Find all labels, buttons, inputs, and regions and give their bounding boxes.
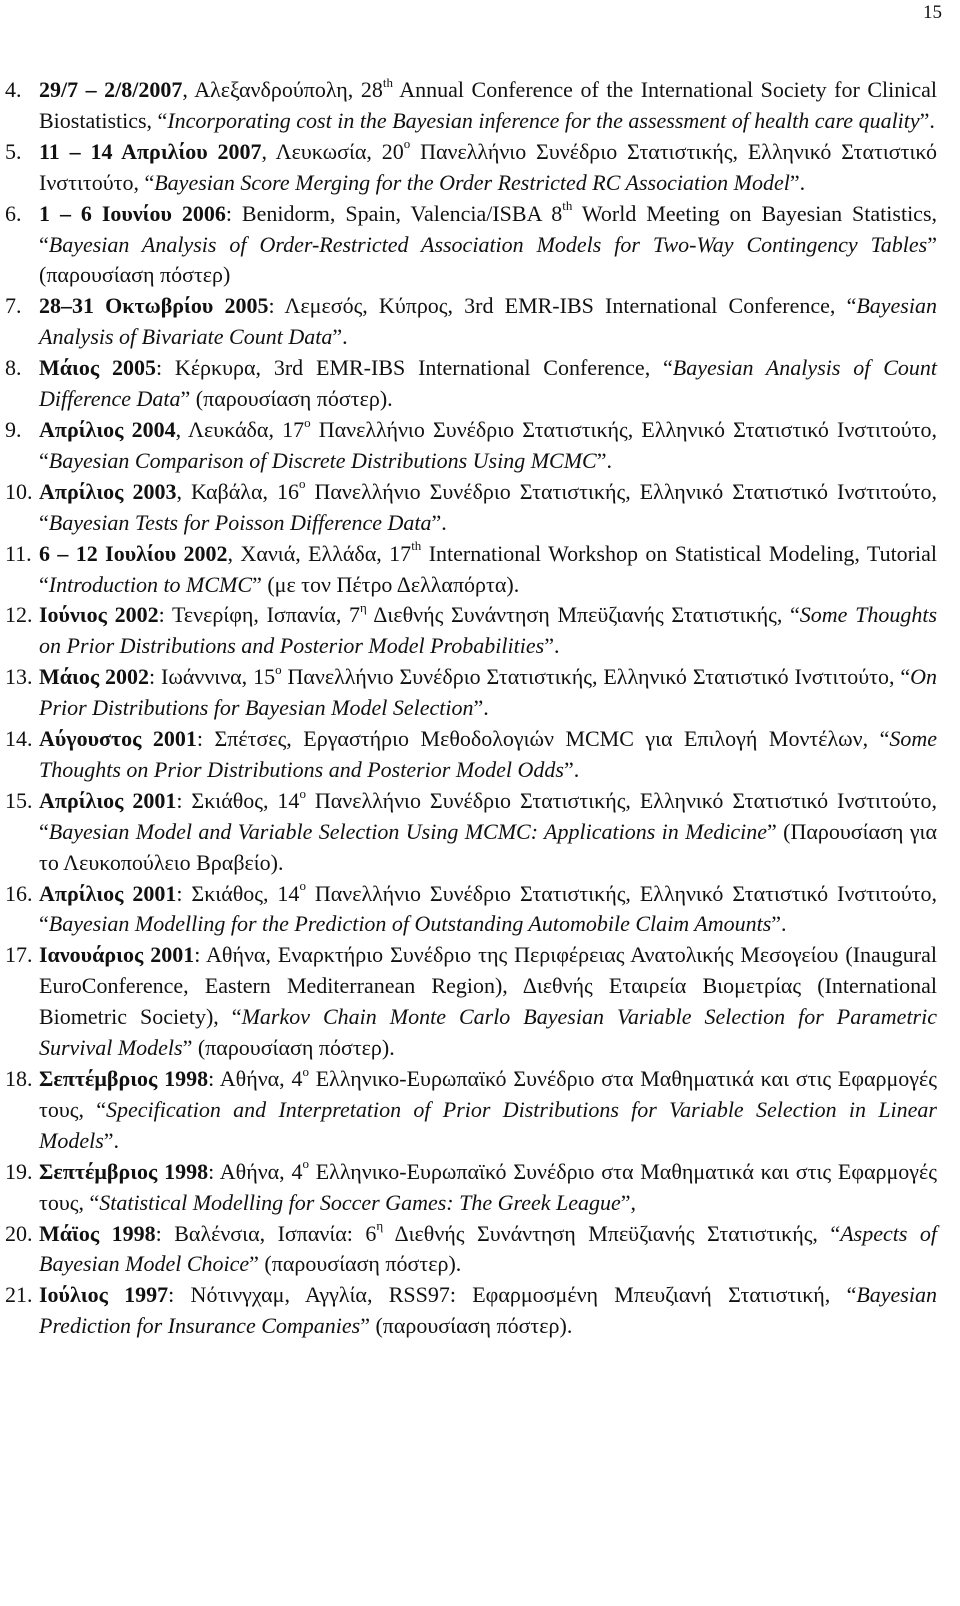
item-number: 10. [5,478,33,504]
item-number: 21. [5,1282,33,1308]
talk-title: Bayesian Tests for Poisson Difference Data [48,509,432,535]
talk-title: Statistical Modelling for Soccer Games: The Greek League [99,1189,621,1215]
conference-list [0,75,960,1342]
list-item [0,600,960,662]
list-item [0,1157,960,1219]
item-tail: ” (παρουσίαση πόστερ). [360,1313,573,1339]
item-date: 6 – 12 Ιουλίου 2002 [39,540,228,566]
item-number: 12. [5,602,33,628]
list-item [0,75,960,137]
item-venue: : Τενερίφη, Ισπανία, 7 [158,602,360,628]
item-tail: ” (Παρουσίαση για το Λευκοπούλειο Βραβείο). [39,818,937,875]
item-tail: ”, [620,1189,637,1215]
list-item [0,786,960,879]
item-event: Πανελλήνιο Συνέδριο Στατιστικής, Ελληνικό Στατιστικό Ινστιτούτο, “ [39,138,937,195]
talk-title: Specification and Interpretation of Prior Distributions for Variable Selection in Linear Models [39,1096,937,1153]
ordinal-superscript: th [382,74,393,90]
item-date: Μάιος 2005 [39,355,156,381]
item-tail: ” (παρουσίαση πόστερ) [39,231,937,288]
item-date: 29/7 – 2/8/2007 [39,77,183,102]
page-number: 15 [923,2,942,23]
item-venue: , Λευκωσία, 20 [261,138,404,164]
item-tail: ” (παρουσίαση πόστερ). [180,386,393,412]
item-tail: ”. [544,633,560,659]
item-number: 6. [5,200,22,226]
ordinal-superscript: th [562,198,573,214]
item-number: 8. [5,355,22,381]
item-venue: , Αλεξανδρούπολη, 28 [182,77,383,102]
list-item [0,199,960,292]
item-venue: : Ιωάννινα, 15 [149,664,276,690]
list-item [0,879,960,941]
item-event: Ελληνικο-Ευρωπαϊκό Συνέδριο στα Μαθηματικά και στις Εφαρμογές τους, “ [39,1158,937,1215]
item-venue: , Λευκάδα, 17 [175,416,305,442]
item-event: Πανελλήνιο Συνέδριο Στατιστικής, Ελληνικό Στατιστικό Ινστιτούτο, “ [39,416,937,473]
item-tail: ” (με τον Πέτρο Δελλαπόρτα). [252,571,520,597]
item-number: 9. [5,416,22,442]
talk-title: Bayesian Score Merging for the Order Restricted RC Association Model [154,169,790,195]
item-number: 20. [5,1220,33,1246]
item-number: 14. [5,726,33,752]
item-venue: , Καβάλα, 16 [176,478,299,504]
item-date: Σεπτέμβριος 1998 [39,1066,209,1091]
list-item [0,1064,960,1157]
item-tail: ”. [596,447,612,473]
item-number: 11. [5,540,32,566]
talk-title: Bayesian Analysis of Order-Restricted Association Models for Two-Way Contingency Tables [48,231,928,257]
item-date: Απρίλιος 2004 [39,416,176,442]
item-date: Μάϊος 1998 [39,1220,156,1246]
item-date: Ιούνιος 2002 [39,602,159,628]
item-venue: : Βαλένσια, Ισπανία: 6 [155,1220,377,1246]
list-item [0,415,960,477]
list-item [0,724,960,786]
item-tail: ” (παρουσίαση πόστερ). [182,1035,395,1061]
talk-title: On Prior Distributions for Bayesian Model Selection [39,664,937,721]
item-event: Ελληνικο-Ευρωπαϊκό Συνέδριο στα Μαθηματικά και στις Εφαρμογές τους, “ [39,1066,937,1122]
item-date: Απρίλιος 2003 [39,478,177,504]
item-tail: ”. [771,911,787,937]
talk-title: Bayesian Analysis of Bivariate Count Data [39,293,937,350]
item-number: 18. [5,1066,33,1091]
item-venue: : Σπέτσες, Εργαστήριο Μεθοδολογιών MCMC για Επιλογή Μοντέλων, “ [196,726,890,752]
ordinal-superscript: η [360,600,367,616]
item-tail: ” (παρουσίαση πόστερ). [249,1251,462,1277]
item-event: Annual Conference of the International Society for Clinical Biostatistics, “ [39,77,937,133]
item-venue: , Χανιά, Ελλάδα, 17 [227,540,412,566]
item-number: 19. [5,1158,33,1184]
ordinal-superscript: ο [299,785,306,801]
ordinal-superscript: th [411,538,422,554]
list-item [0,477,960,539]
ordinal-superscript: ο [304,414,311,430]
talk-title: Bayesian Prediction for Insurance Companies [39,1282,937,1339]
item-event: Διεθνής Συνάντηση Μπεϋζιανής Στατιστικής, “ [383,1220,841,1246]
item-date: Ιούλιος 1997 [39,1282,169,1308]
item-number: 5. [5,138,22,164]
talk-title: Introduction to MCMC [48,571,253,597]
item-tail: ”. [103,1127,120,1153]
item-number: 4. [5,77,22,102]
item-number: 7. [5,293,22,319]
item-event: Πανελλήνιο Συνέδριο Στατιστικής, Ελληνικό Στατιστικό Ινστιτούτο, “ [281,664,911,690]
item-date: Απρίλιος 2001 [39,880,177,906]
item-event: Διεθνής Συνάντηση Μπεϋζιανής Στατιστικής, “ [366,602,800,628]
talk-title: Bayesian Modelling for the Prediction of Outstanding Automobile Claim Amounts [48,911,772,937]
list-item [0,291,960,353]
talk-title: Markov Chain Monte Carlo Bayesian Variable Selection for Parametric Survival Models [39,1004,937,1061]
item-event: Πανελλήνιο Συνέδριο Στατιστικής, Ελληνικό Στατιστικό Ινστιτούτο, “ [39,787,937,844]
ordinal-superscript: ο [299,878,306,894]
item-date: Αύγουστος 2001 [39,726,197,752]
item-venue: : Σκιάθος, 14 [176,880,300,906]
list-item [0,1280,960,1342]
item-number: 13. [5,664,33,690]
item-venue: : Benidorm, Spain, Valencia/ISBA 8 [225,200,563,226]
list-item [0,1219,960,1281]
item-venue: : Νότινγχαμ, Αγγλία, RSS97: Εφαρμοσμένη Μπευζιανή Στατιστική, “ [168,1282,857,1308]
item-date: 28–31 Οκτωβρίου 2005 [39,293,269,319]
ordinal-superscript: ο [403,136,411,152]
item-event: World Meeting on Bayesian Statistics, “ [39,200,938,257]
item-date: Μάιος 2002 [39,664,150,690]
item-venue: : Αθήνα, 4 [208,1066,303,1091]
item-event: Πανελλήνιο Συνέδριο Στατιστικής, Ελληνικό Στατιστικό Ινστιτούτο, “ [39,880,937,937]
list-item [0,137,960,199]
talk-title: Bayesian Model and Variable Selection Using MCMC: Applications in Medicine [48,818,767,844]
list-item [0,539,960,601]
item-tail: ”. [431,509,447,535]
item-venue: : Σκιάθος, 14 [176,787,300,813]
talk-title: Some Thoughts on Prior Distributions and Posterior Model Probabilities [39,602,938,659]
talk-title: Bayesian Comparison of Discrete Distributions Using MCMC [48,447,597,473]
item-venue: : Κέρκυρα, 3rd EMR-IBS International Conference, “ [155,355,673,381]
ordinal-superscript: ο [302,1156,309,1172]
list-item [0,662,960,724]
ordinal-superscript: ο [298,476,306,492]
item-date: Σεπτέμβριος 1998 [39,1158,209,1184]
list-item [0,353,960,415]
talk-title: Incorporating cost in the Bayesian inference for the assessment of health care quality [167,107,920,133]
item-number: 17. [5,942,33,968]
item-date: Απρίλιος 2001 [39,787,177,813]
item-venue: : Αθήνα, Εναρκτήριο Συνέδριο της Περιφέρειας Ανατολικής Μεσογείου (Inaugural EuroConference, Eastern Mediterranean Region), Διεθνής Εταιρεία Βιομετρίας (International Biometric Society), “ [39,942,937,1030]
talk-title: Bayesian Analysis of Count Difference Data [39,355,937,412]
item-date: Ιανουάριος 2001 [39,942,195,968]
item-event: Πανελλήνιο Συνέδριο Στατιστικής, Ελληνικό Στατιστικό Ινστιτούτο, “ [39,478,937,535]
ordinal-superscript: ο [275,661,282,677]
ordinal-superscript: ο [302,1063,309,1079]
item-tail: ”. [332,324,348,350]
item-number: 16. [5,880,33,906]
item-tail: ”. [789,169,806,195]
ordinal-superscript: η [376,1218,384,1234]
item-tail: ”. [563,756,580,782]
item-date: 11 – 14 Απριλίου 2007 [39,138,262,164]
item-venue: : Αθήνα, 4 [208,1158,303,1184]
item-tail: ”. [473,695,489,721]
talk-title: Some Thoughts on Prior Distributions and Posterior Model Odds [39,726,937,782]
talk-title: Aspects of Bayesian Model Choice [39,1220,937,1277]
list-item [0,940,960,1064]
item-number: 15. [5,787,33,813]
item-venue: : Λεμεσός, Κύπρος, 3rd EMR-IBS International Conference, “ [268,293,857,319]
item-tail: ”. [919,107,935,133]
item-event: International Workshop on Statistical Modeling, Tutorial “ [39,540,937,597]
item-date: 1 – 6 Ιουνίου 2006 [39,200,226,226]
